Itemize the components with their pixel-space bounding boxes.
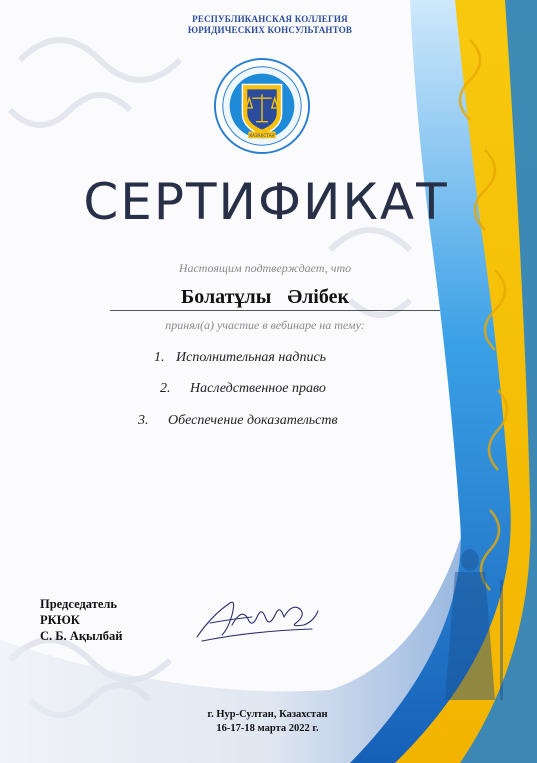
certificate-title: СЕРТИФИКАТ <box>83 173 449 231</box>
signer-org: РКЮК <box>40 613 80 627</box>
scales-of-justice-icon <box>213 57 311 155</box>
organization-name <box>150 14 390 36</box>
signature-image <box>192 585 322 645</box>
intro-text: Настоящим подтверждает, что <box>178 261 352 275</box>
participation-text: принял(а) участие в вебинаре на тему: <box>165 318 365 332</box>
topic-text: Исполнительная надпись <box>176 350 327 365</box>
signer-title: Председатель <box>40 597 118 611</box>
footer-place: г. Нур-Султан, Казахстан <box>207 709 328 720</box>
topic-text: Наследственное право <box>190 381 326 396</box>
org-line-1: РЕСПУБЛИКАНСКАЯ КОЛЛЕГИЯ <box>192 14 348 24</box>
topic-item-2 <box>160 381 326 397</box>
topic-item-3 <box>138 413 338 429</box>
footer-dates: 16-17-18 марта 2022 г. <box>216 723 319 734</box>
topic-text: Обеспечение доказательств <box>168 413 338 428</box>
recipient-name-second: Әлібек <box>287 286 350 308</box>
recipient-name-first: Болатұлы <box>180 286 272 308</box>
logo-banner-text: КАЗАХСТАН <box>249 132 275 138</box>
topic-number: 1. <box>154 350 165 365</box>
signer-block <box>40 596 123 644</box>
signer-name: С. Б. Ақылбай <box>40 629 123 643</box>
topic-number: 3. <box>138 413 149 428</box>
name-underline <box>110 310 440 311</box>
topic-item-1 <box>154 350 326 366</box>
topic-number: 2. <box>160 381 171 396</box>
recipient-name <box>120 286 410 309</box>
footer-block <box>185 708 350 736</box>
org-line-2: ЮРИДИЧЕСКИХ КОНСУЛЬТАНТОВ <box>187 25 353 35</box>
